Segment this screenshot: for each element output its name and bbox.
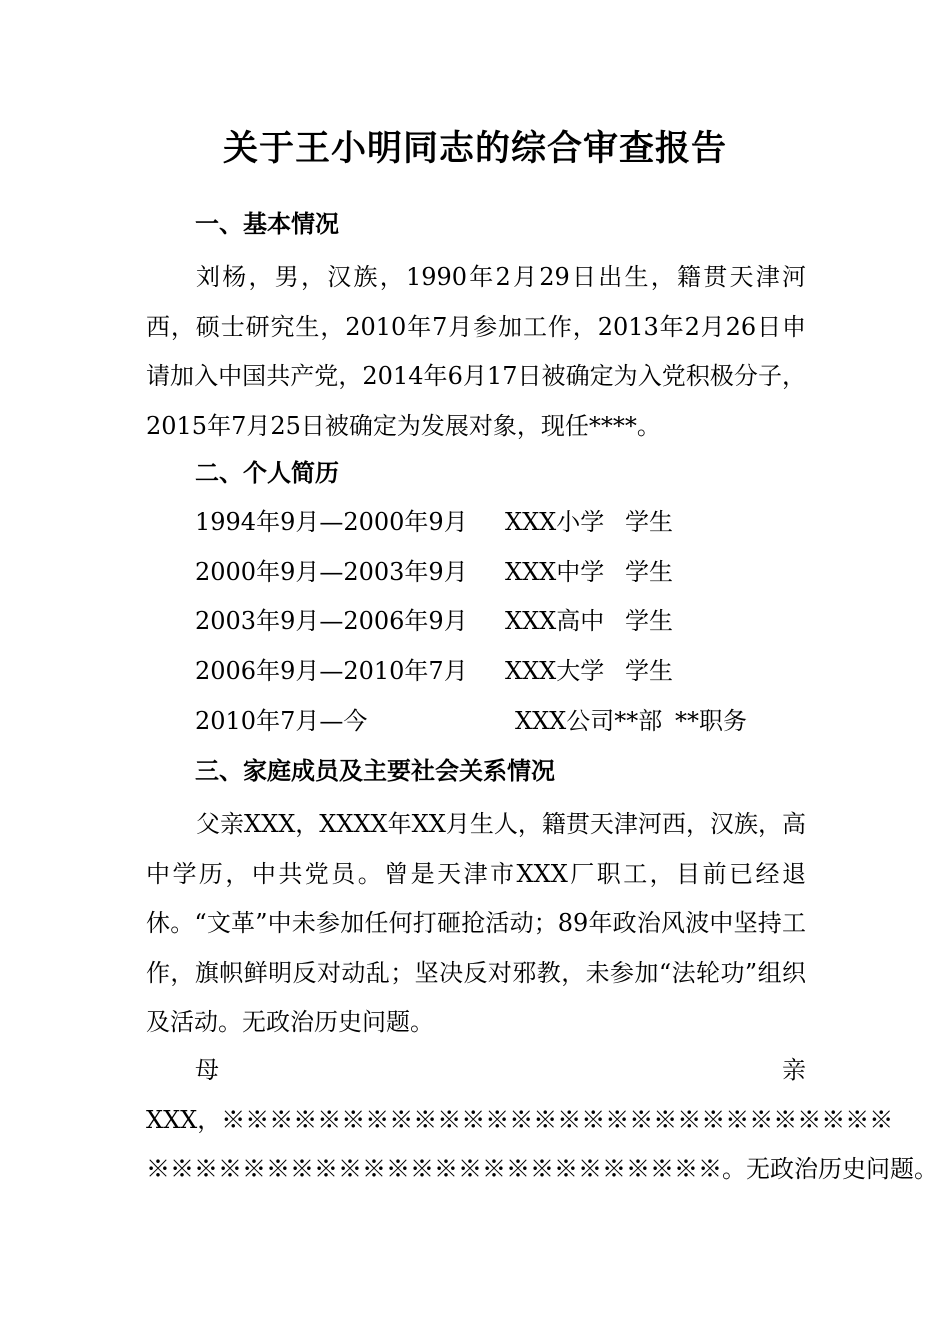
basic-info-paragraph: 刘杨，男，汉族，1990年2月29日出生，籍贯天津河西，硕士研究生，2010年7月参加工作，2013年2月26日申请加入中国共产党，2014年6月17日被确定为入党积极分子，2015年7月25日被确定为发展对象，现任****。 bbox=[146, 263, 806, 440]
resume-period: 2010年7月—今 bbox=[195, 707, 368, 735]
resume-org: XXX公司**部 bbox=[515, 707, 663, 735]
resume-row bbox=[195, 701, 747, 741]
resume-org: XXX大学 bbox=[505, 657, 605, 685]
resume-row bbox=[195, 601, 673, 641]
father-paragraph: 父亲XXX，XXXX年XX月生人，籍贯天津河西，汉族，高中学历，中共党员。曾是天津市XXX厂职工，目前已经退休。“文革”中未参加任何打砸抢活动；89年政治风波中坚持工作，旗帜鲜明反对动乱；坚决反对邪教，未参加“法轮功”组织及活动。无政治历史问题。 bbox=[146, 810, 806, 1036]
mother-line-3: ※※※※※※※※※※※※※※※※※※※※※※※※。无政治历史问题。 bbox=[146, 1155, 938, 1183]
document-title: 关于王小明同志的综合审查报告 bbox=[222, 128, 727, 169]
section-heading-basic-info: 一、基本情况 bbox=[195, 210, 339, 238]
resume-role: 学生 bbox=[625, 607, 673, 635]
resume-org: XXX小学 bbox=[505, 508, 605, 536]
resume-period: 1994年9月—2000年9月 bbox=[195, 508, 468, 536]
resume-period: 2006年9月—2010年7月 bbox=[195, 657, 468, 685]
resume-period: 2003年9月—2006年9月 bbox=[195, 607, 468, 635]
resume-org: XXX中学 bbox=[505, 558, 605, 586]
resume-org: XXX高中 bbox=[505, 607, 605, 635]
mother-word-right: 亲 bbox=[782, 1056, 806, 1084]
mother-line-1 bbox=[195, 1050, 806, 1090]
resume-row bbox=[195, 502, 673, 542]
resume-role: 学生 bbox=[625, 657, 673, 685]
section-heading-family: 三、家庭成员及主要社会关系情况 bbox=[195, 757, 555, 785]
mother-line-2: XXX，※※※※※※※※※※※※※※※※※※※※※※※※※※※※ bbox=[146, 1106, 894, 1134]
resume-role: 学生 bbox=[625, 508, 673, 536]
resume-row bbox=[195, 651, 673, 691]
resume-period: 2000年9月—2003年9月 bbox=[195, 558, 468, 586]
mother-word-left: 母 bbox=[195, 1056, 219, 1084]
section-heading-resume: 二、个人简历 bbox=[195, 459, 339, 487]
resume-role: 学生 bbox=[625, 558, 673, 586]
resume-row bbox=[195, 552, 673, 592]
resume-role: **职务 bbox=[675, 707, 747, 735]
